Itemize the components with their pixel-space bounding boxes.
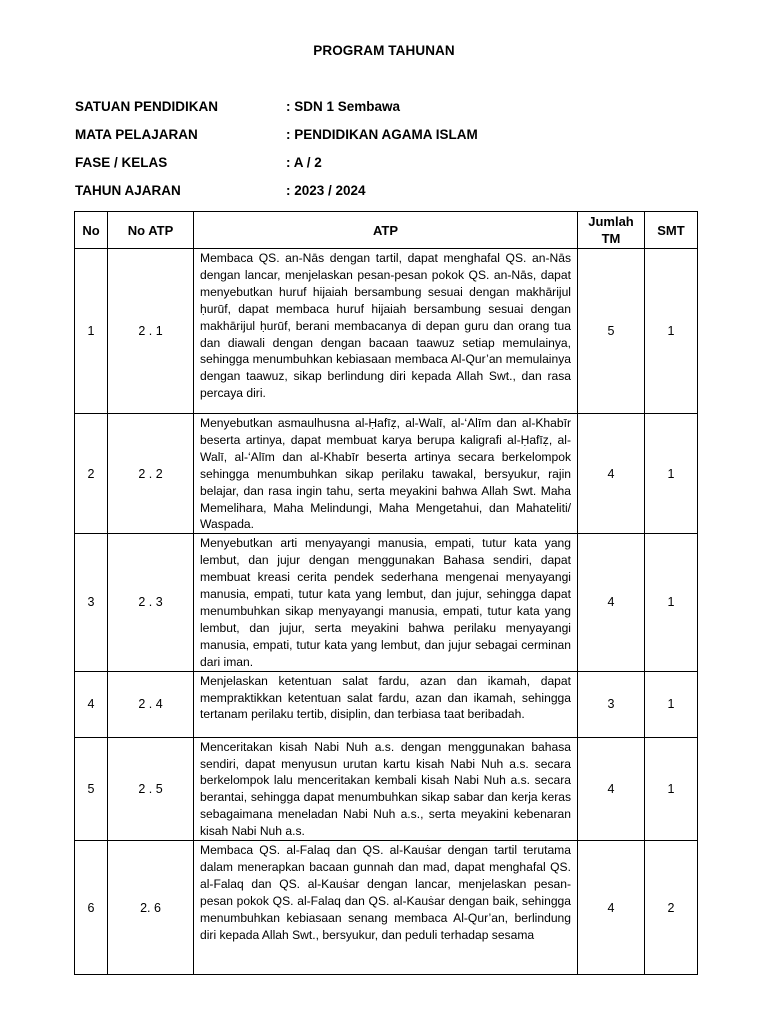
- cell-no-atp: 2 . 5: [108, 737, 194, 840]
- cell-smt: 1: [645, 671, 698, 737]
- table-row: [75, 249, 698, 414]
- meta-label: TAHUN AJARAN: [75, 183, 181, 198]
- table-header-row: [75, 212, 698, 249]
- cell-smt: 2: [645, 841, 698, 975]
- cell-smt: 1: [645, 534, 698, 671]
- cell-no: 2: [75, 414, 108, 534]
- cell-atp: Menjelaskan ketentuan salat fardu, azan dan ikamah, dapat mempraktikkan ketentuan salat fardu, azan dan ikamah, sehingga tertanam perilaku tertib, disiplin, dan terbiasa taat beribadah.: [194, 671, 578, 737]
- header-no-atp: No ATP: [108, 212, 194, 249]
- cell-no-atp: 2 . 3: [108, 534, 194, 671]
- cell-no-atp: 2 . 4: [108, 671, 194, 737]
- cell-jumlah-tm: 4: [578, 737, 645, 840]
- cell-atp: Menyebutkan arti menyayangi manusia, empati, tutur kata yang lembut, dan jujur dengan menggunakan Bahasa sendiri, dapat membuat kreasi cerita pendek sederhana mengenai menyayangi manusia, empati, tutur kata yang lembut, dan jujur, sehingga dapat menumbuhkan sikap menyayangi manusia, empati, tutur kata yang lembut, dan jujur, serta meyakini bahwa perilaku menyayangi manusia, empati, tutur kata yang lembut, dan jujur sebagai cerminan dari iman.: [194, 534, 578, 671]
- header-atp: ATP: [194, 212, 578, 249]
- cell-jumlah-tm: 5: [578, 249, 645, 414]
- meta-label: FASE / KELAS: [75, 155, 168, 170]
- cell-smt: 1: [645, 249, 698, 414]
- meta-row-mapel: [75, 127, 715, 155]
- cell-jumlah-tm: 4: [578, 841, 645, 975]
- document-title: PROGRAM TAHUNAN: [313, 43, 455, 58]
- cell-no-atp: 2. 6: [108, 841, 194, 975]
- atp-table: [74, 211, 698, 975]
- meta-label: SATUAN PENDIDIKAN: [75, 99, 219, 114]
- table-row: [75, 414, 698, 534]
- meta-row-fase: [75, 155, 715, 183]
- cell-atp: Membaca QS. an-Nās dengan tartil, dapat menghafal QS. an-Nās dengan lancar, menjelaskan pesan-pesan pokok QS. an-Nās, dapat menyebutkan huruf hijaiah bersambung sesuai dengan makhārijul ḥurūf, dapat membaca huruf hijaiah bersambung sesuai dengan makhārijul ḥurūf, berani membacanya di depan guru dan orang tua dan diawali dengan dengan bacaan taawuz setiap memulainya, sehingga menumbuhkan kebiasaan membaca Al-Qur’an memulainya dengan taawuz, sikap berlindung diri kepada Allah Swt., dan rasa percaya diri.: [194, 249, 578, 414]
- cell-smt: 1: [645, 737, 698, 840]
- meta-label: MATA PELAJARAN: [75, 127, 198, 142]
- cell-atp: Menyebutkan asmaulhusna al-Ḥafīẓ, al-Walī, al-‘Alīm dan al-Khabīr beserta artinya, dapat membuat karya berupa kaligrafi al-Ḥafīẓ, al-Walī, al-‘Alīm dan al-Khabīr beserta artinya secara berkelompok sehingga menumbuhkan sikap perilaku tawakal, bersyukur, rajin belajar, dan rasa ingin tahu, serta meyakini bahwa Allah Swt. Maha Memelihara, Maha Melindungi, Maha Mengetahui, dan Mahateliti/ Waspada.: [194, 414, 578, 534]
- table-row: [75, 534, 698, 671]
- cell-atp: Membaca QS. al-Falaq dan QS. al-Kauṡar dengan tartil terutama dalam menerapkan bacaan gunnah dan mad, dapat menghafal QS. al-Falaq dan QS. al-Kauṡar dengan lancar, menjelaskan pesan-pesan pokok QS. al-Falaq dan QS. al-Kauṡar dengan baik, sehingga menumbuhkan kebiasaan senang membaca Al-Qur’an, berlindung diri kepada Allah Swt., bersyukur, dan peduli terhadap sesama: [194, 841, 578, 975]
- meta-row-satuan: [75, 99, 715, 127]
- table-row: [75, 671, 698, 737]
- cell-no: 6: [75, 841, 108, 975]
- cell-no: 1: [75, 249, 108, 414]
- cell-no-atp: 2 . 1: [108, 249, 194, 414]
- table-row: [75, 737, 698, 840]
- meta-value: : PENDIDIKAN AGAMA ISLAM: [286, 127, 478, 142]
- meta-value: : SDN 1 Sembawa: [286, 99, 401, 114]
- cell-atp: Menceritakan kisah Nabi Nuh a.s. dengan menggunakan bahasa sendiri, dapat menyusun urutan kartu kisah Nabi Nuh a.s. secara berkelompok lalu menceritakan kembali kisah Nabi Nuh a.s. secara berantai, sehingga dapat menumbuhkan sikap sabar dan kerja keras sebagaimana meneladan Nabi Nuh a.s., serta meyakini kebenaran kisah Nabi Nuh a.s.: [194, 737, 578, 840]
- cell-no: 3: [75, 534, 108, 671]
- meta-value: : 2023 / 2024: [286, 183, 366, 198]
- header-smt: SMT: [645, 212, 698, 249]
- cell-jumlah-tm: 4: [578, 414, 645, 534]
- header-jumlah-tm: Jumlah TM: [578, 212, 645, 249]
- cell-jumlah-tm: 4: [578, 534, 645, 671]
- header-no: No: [75, 212, 108, 249]
- cell-jumlah-tm: 3: [578, 671, 645, 737]
- cell-no-atp: 2 . 2: [108, 414, 194, 534]
- cell-no: 4: [75, 671, 108, 737]
- meta-value: : A / 2: [286, 155, 322, 170]
- table-row: [75, 841, 698, 975]
- cell-no: 5: [75, 737, 108, 840]
- document-meta: [75, 99, 715, 211]
- meta-row-tahun: [75, 183, 715, 211]
- cell-smt: 1: [645, 414, 698, 534]
